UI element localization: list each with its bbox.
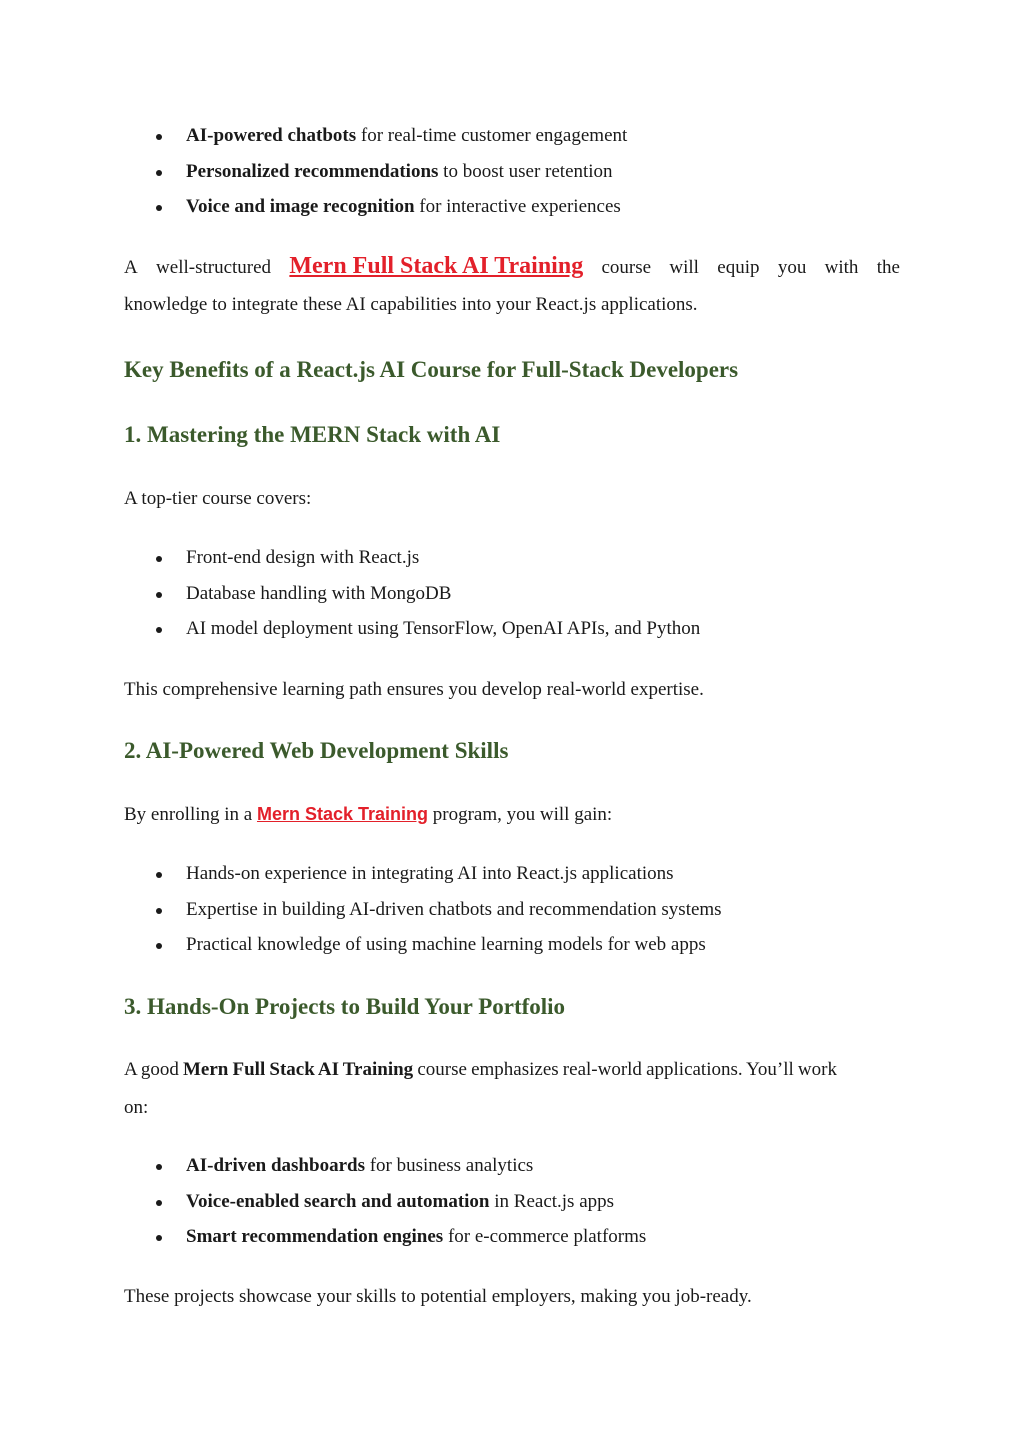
section-2-heading: 2. AI-Powered Web Development Skills xyxy=(124,738,509,763)
list-item-text: in React.js apps xyxy=(489,1190,615,1212)
list-item xyxy=(124,195,900,231)
section-1-outro: This comprehensive learning path ensures you develop real-world expertise. xyxy=(124,679,704,700)
list-item-bold: Personalized recommendations xyxy=(186,160,439,182)
list-item: Expertise in building AI-driven chatbots and recommendation systems xyxy=(124,898,900,934)
list-item xyxy=(124,124,900,160)
document-page xyxy=(124,0,900,1447)
list-item xyxy=(124,1190,900,1226)
list-item-text: for e-commerce platforms xyxy=(443,1226,647,1248)
main-heading: Key Benefits of a React.js AI Course for Full-Stack Developers xyxy=(124,357,739,382)
word: the xyxy=(876,257,900,278)
intro-text: By enrolling in a xyxy=(124,804,257,825)
section-3-list xyxy=(124,1154,900,1261)
list-item-text: for business analytics xyxy=(364,1155,534,1176)
list-item-bold: Voice-enabled search and automation xyxy=(186,1190,490,1212)
list-item: Database handling with MongoDB xyxy=(124,582,900,618)
section-3-intro xyxy=(124,1058,900,1120)
list-item-text: to boost user retention xyxy=(438,160,613,182)
list-item: Front-end design with React.js xyxy=(124,546,900,582)
course-name: Mern Full Stack AI Training xyxy=(182,1059,414,1080)
word: will xyxy=(669,257,699,278)
word: equip xyxy=(717,257,760,278)
section-3-intro-line-1 xyxy=(124,1058,900,1082)
intro-paragraph-line-2: knowledge to integrate these AI capabilities into your React.js applications. xyxy=(124,294,698,315)
mern-full-stack-ai-training-link[interactable]: Mern Full Stack AI Training xyxy=(289,253,584,279)
word: with xyxy=(824,257,859,278)
list-item-bold: AI-driven dashboards xyxy=(186,1155,365,1176)
mern-stack-training-link[interactable]: Mern Stack Training xyxy=(256,804,429,824)
intro-text: program, you will gain: xyxy=(428,804,613,825)
list-item-text: for real-time customer engagement xyxy=(356,125,628,146)
section-3-outro: These projects showcase your skills to potential employers, making you job-ready. xyxy=(124,1286,752,1307)
list-item-bold: Voice and image recognition xyxy=(186,196,415,218)
intro-text: course emphasizes real-world applications. You’ll work xyxy=(413,1059,837,1080)
list-item: Practical knowledge of using machine learning models for web apps xyxy=(124,933,900,969)
word: well-structured xyxy=(156,257,272,278)
list-item xyxy=(124,1225,900,1261)
word: A xyxy=(124,257,138,278)
word: course xyxy=(601,257,652,278)
section-3-intro-line-2: on: xyxy=(124,1097,149,1118)
list-item-bold: Smart recommendation engines xyxy=(186,1226,444,1248)
section-2-intro xyxy=(124,802,900,827)
section-1-list xyxy=(124,546,900,653)
section-3-heading: 3. Hands-On Projects to Build Your Portfolio xyxy=(124,994,566,1019)
list-item xyxy=(124,160,900,196)
list-item xyxy=(124,1154,900,1190)
intro-text: A good xyxy=(124,1059,183,1080)
list-item: AI model deployment using TensorFlow, OpenAI APIs, and Python xyxy=(124,617,900,653)
ai-features-list xyxy=(124,124,900,231)
intro-paragraph-line-1 xyxy=(124,253,900,280)
list-item-bold: AI-powered chatbots xyxy=(186,125,357,146)
section-2-list xyxy=(124,862,900,969)
list-item-text: for interactive experiences xyxy=(414,196,621,218)
section-1-heading: 1. Mastering the MERN Stack with AI xyxy=(124,422,501,447)
list-item: Hands-on experience in integrating AI into React.js applications xyxy=(124,862,900,898)
section-1-intro: A top-tier course covers: xyxy=(124,488,312,509)
intro-paragraph xyxy=(124,253,900,317)
word: you xyxy=(777,257,807,278)
